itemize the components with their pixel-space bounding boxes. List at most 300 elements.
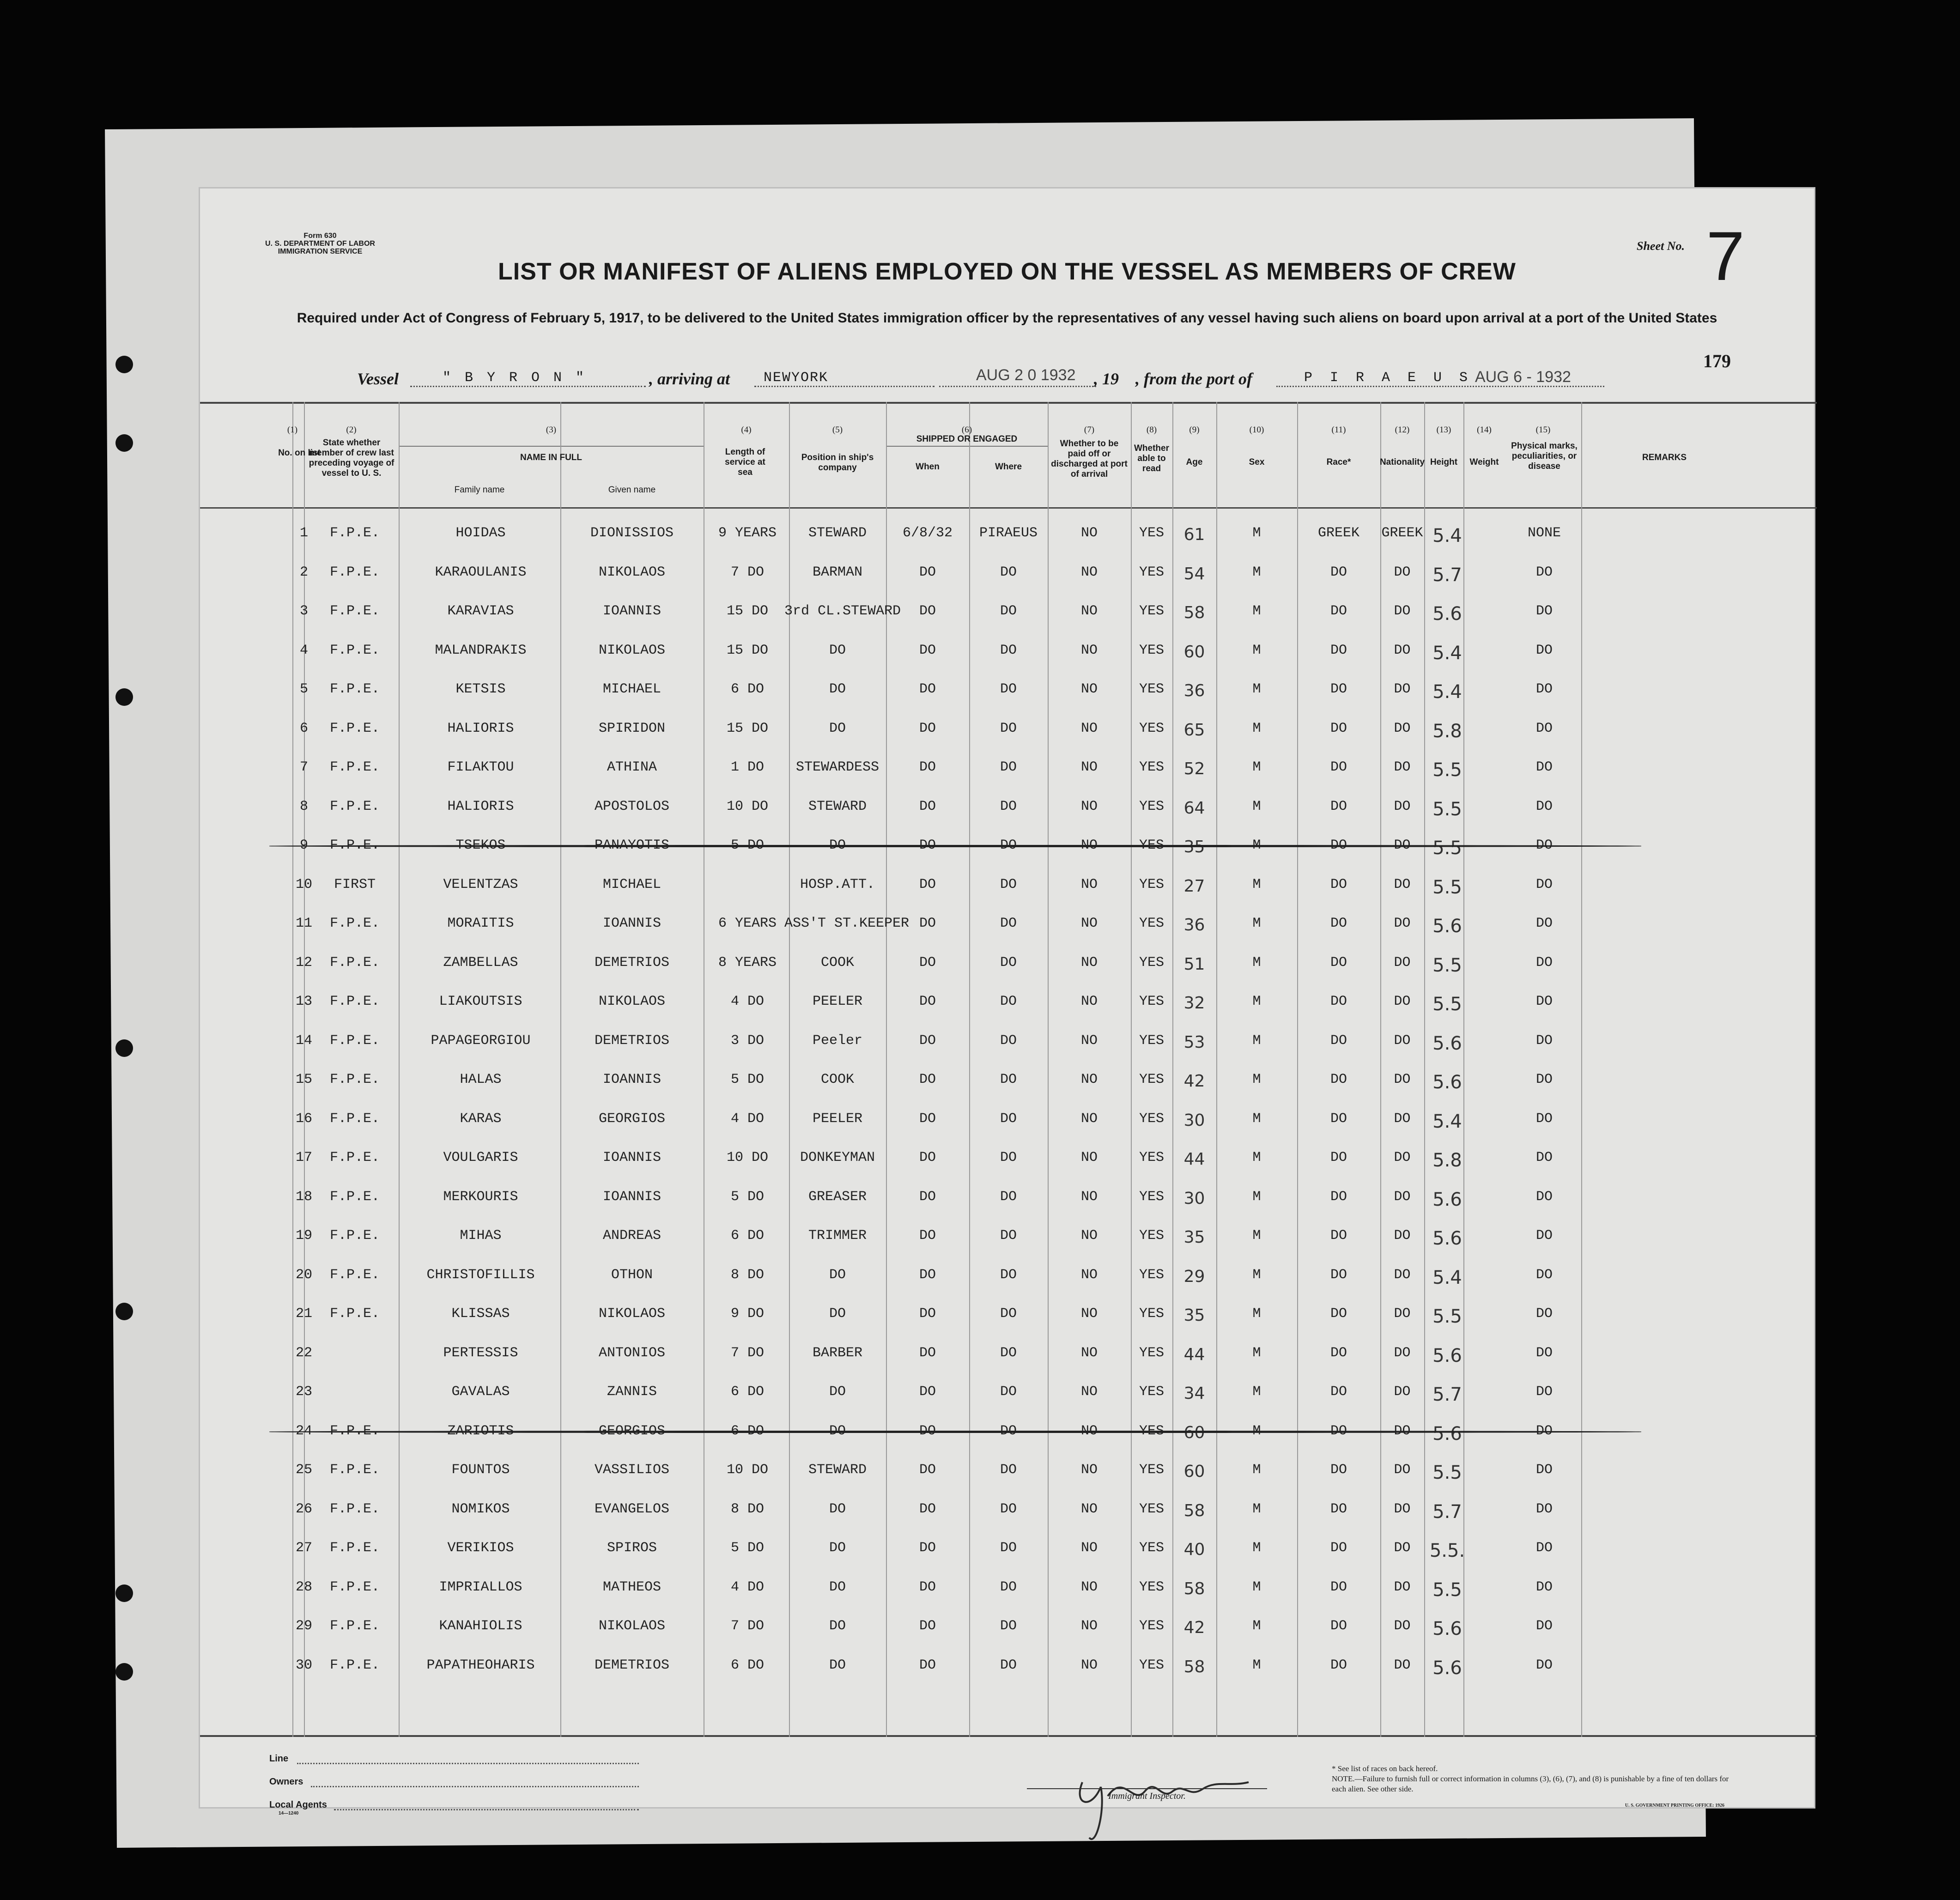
cell-race: DO	[1330, 876, 1347, 892]
binder-hole	[115, 1584, 133, 1602]
cell-service: 6 DO	[730, 1384, 764, 1400]
cell-marks: DO	[1535, 681, 1553, 697]
cell-age: 29	[1183, 1267, 1205, 1286]
cell-sex: M	[1252, 1345, 1261, 1361]
table-bottom-rule	[200, 1735, 1817, 1737]
cell-age: 40	[1183, 1540, 1205, 1559]
cell-when: DO	[919, 798, 936, 814]
cell-family: ZAMBELLAS	[443, 954, 518, 971]
cell-given: PANAYOTIS	[594, 838, 670, 853]
cell-position: BARMAN	[812, 564, 863, 580]
cell-no: 18	[295, 1189, 312, 1205]
cell-no: 8	[299, 798, 308, 814]
cell-service: 15 DO	[726, 720, 768, 736]
cell-read: YES	[1139, 1579, 1164, 1595]
cell-paid: NO	[1080, 1345, 1098, 1361]
binder-hole	[115, 356, 133, 373]
cell-nat: DO	[1394, 1150, 1411, 1165]
cell-position: COOK	[820, 954, 854, 971]
strike-through-line	[269, 1431, 1641, 1433]
cell-service: 8 DO	[730, 1501, 764, 1517]
cell-age: 36	[1183, 916, 1205, 935]
line-dotted-line	[297, 1763, 639, 1764]
cell-nat: DO	[1394, 1189, 1411, 1205]
cell-no: 9	[299, 838, 308, 853]
cell-position: 3rd CL.STEWARD	[784, 603, 901, 619]
cell-family: ZARIOTIS	[447, 1423, 514, 1439]
cell-marks: DO	[1535, 1228, 1553, 1244]
cell-paid: NO	[1080, 1657, 1098, 1673]
cell-no: 7	[299, 759, 308, 775]
cell-race: DO	[1330, 1267, 1347, 1283]
col-head-sex: Sex	[1249, 457, 1265, 467]
table-row	[200, 867, 1817, 905]
cell-given: IOANNIS	[602, 1072, 661, 1087]
table-row	[200, 1218, 1817, 1257]
cell-paid: NO	[1080, 1150, 1098, 1165]
cell-given: DEMETRIOS	[594, 1657, 670, 1673]
cell-read: YES	[1139, 1423, 1164, 1439]
cell-nat: DO	[1394, 838, 1411, 853]
cell-marks: DO	[1535, 603, 1553, 619]
cell-race: DO	[1330, 1072, 1347, 1087]
year-label: , 19	[1094, 370, 1119, 388]
table-row	[200, 1140, 1817, 1178]
inspector-label: Immigrant Inspector.	[1027, 1788, 1267, 1802]
cell-paid: NO	[1080, 994, 1098, 1009]
cell-age: 60	[1183, 1462, 1205, 1481]
cell-sex: M	[1252, 1657, 1261, 1673]
cell-prev: F.P.E.	[329, 1111, 380, 1127]
cell-read: YES	[1139, 564, 1164, 580]
cell-height: 5.6	[1432, 1657, 1462, 1679]
binder-hole	[115, 1039, 133, 1057]
cell-family: MIHAS	[460, 1228, 502, 1244]
cell-paid: NO	[1080, 564, 1098, 580]
cell-given: SPIRIDON	[598, 720, 666, 736]
cell-marks: NONE	[1527, 525, 1561, 541]
cell-paid: NO	[1080, 1501, 1098, 1517]
cell-family: HALIORIS	[447, 798, 514, 814]
cell-prev: F.P.E.	[329, 1032, 380, 1049]
cell-family: HOIDAS	[455, 525, 506, 541]
cell-read: YES	[1139, 1618, 1164, 1634]
cell-height: 5.6	[1432, 1423, 1462, 1445]
cell-no: 12	[295, 954, 312, 971]
cell-family: GAVALAS	[451, 1384, 510, 1400]
col-num: (12)	[1395, 425, 1410, 435]
table-row	[200, 1179, 1817, 1218]
cell-read: YES	[1139, 1267, 1164, 1283]
cell-prev: F.P.E.	[329, 1579, 380, 1595]
printer-imprint: U. S. GOVERNMENT PRINTING OFFICE: 1926	[1625, 1803, 1724, 1808]
arriving-label: , arriving at	[649, 370, 730, 388]
binder-hole	[115, 1663, 133, 1681]
cell-when: DO	[919, 1032, 936, 1049]
cell-sex: M	[1252, 1228, 1261, 1244]
cell-prev: F.P.E.	[329, 994, 380, 1009]
col-num: (7)	[1084, 425, 1095, 435]
cell-sex: M	[1252, 1618, 1261, 1634]
cell-marks: DO	[1535, 876, 1553, 892]
cell-nat: DO	[1394, 1345, 1411, 1361]
cell-where: DO	[1000, 1345, 1017, 1361]
cell-family: CHRISTOFILLIS	[426, 1267, 535, 1283]
cell-height: 5.5.	[1429, 1540, 1465, 1561]
cell-family: FOUNTOS	[451, 1462, 510, 1478]
race-note: * See list of races on back hereof.	[1332, 1764, 1438, 1773]
col-num: (4)	[741, 425, 752, 435]
cell-race: DO	[1330, 603, 1347, 619]
cell-given: MICHAEL	[602, 681, 661, 697]
cell-service: 9 YEARS	[718, 525, 777, 541]
cell-sex: M	[1252, 1540, 1261, 1556]
table-row	[200, 1647, 1817, 1686]
cell-given: ANDREAS	[602, 1228, 661, 1244]
cell-prev: FIRST	[334, 876, 376, 892]
col-num: (14)	[1477, 425, 1492, 435]
cell-given: MATHEOS	[602, 1579, 661, 1595]
cell-paid: NO	[1080, 916, 1098, 931]
cell-race: DO	[1330, 564, 1347, 580]
cell-where: DO	[1000, 1618, 1017, 1634]
cell-when: DO	[919, 1540, 936, 1556]
cell-age: 58	[1183, 1501, 1205, 1520]
cell-no: 10	[295, 876, 312, 892]
cell-given: GEORGIOS	[598, 1423, 666, 1439]
cell-age: 64	[1183, 798, 1205, 818]
cell-race: DO	[1330, 1345, 1347, 1361]
cell-nat: DO	[1394, 720, 1411, 736]
cell-prev: F.P.E.	[329, 1072, 380, 1087]
form-identifier	[265, 232, 376, 255]
cell-nat: GREEK	[1381, 525, 1423, 541]
cell-service: 6 DO	[730, 681, 764, 697]
cell-height: 5.4	[1432, 1267, 1462, 1288]
cell-marks: DO	[1535, 798, 1553, 814]
cell-paid: NO	[1080, 720, 1098, 736]
cell-service: 3 DO	[730, 1032, 764, 1049]
cell-where: DO	[1000, 1579, 1017, 1595]
cell-position: GREASER	[808, 1189, 867, 1205]
cell-when: DO	[919, 1111, 936, 1127]
cell-age: 53	[1183, 1032, 1205, 1052]
cell-where: DO	[1000, 1150, 1017, 1165]
cell-height: 5.7	[1432, 1501, 1462, 1523]
cell-where: DO	[1000, 1423, 1017, 1439]
cell-sex: M	[1252, 1579, 1261, 1595]
cell-race: DO	[1330, 642, 1347, 658]
cell-height: 5.4	[1432, 642, 1462, 664]
cell-where: DO	[1000, 838, 1017, 853]
cell-sex: M	[1252, 1267, 1261, 1283]
cell-age: 65	[1183, 720, 1205, 740]
cell-prev: F.P.E.	[329, 1657, 380, 1673]
cell-nat: DO	[1394, 1306, 1411, 1322]
table-row	[200, 1374, 1817, 1413]
cell-race: DO	[1330, 1189, 1347, 1205]
col-num: (6)	[961, 425, 972, 435]
cell-given: IOANNIS	[602, 1150, 661, 1165]
cell-when: DO	[919, 1618, 936, 1634]
cell-where: DO	[1000, 798, 1017, 814]
service-name: IMMIGRATION SERVICE	[278, 247, 363, 255]
cell-family: FILAKTOU	[447, 759, 514, 775]
cell-height: 5.5	[1432, 1462, 1462, 1483]
cell-family: HALAS	[460, 1072, 502, 1087]
cell-height: 5.8	[1432, 1150, 1462, 1171]
col-head-family-name: Family name	[454, 485, 505, 495]
cell-family: KARAVIAS	[447, 603, 514, 619]
cell-marks: DO	[1535, 954, 1553, 971]
cell-nat: DO	[1394, 954, 1411, 971]
cell-sex: M	[1252, 876, 1261, 892]
cell-prev: F.P.E.	[329, 603, 380, 619]
cell-given: ZANNIS	[607, 1384, 657, 1400]
cell-no: 14	[295, 1032, 312, 1049]
cell-family: KETSIS	[455, 681, 506, 697]
cell-when: DO	[919, 720, 936, 736]
cell-race: DO	[1330, 838, 1347, 853]
cell-sex: M	[1252, 1032, 1261, 1049]
cell-given: SPIROS	[607, 1540, 657, 1556]
cell-nat: DO	[1394, 876, 1411, 892]
cell-race: DO	[1330, 1150, 1347, 1165]
cell-nat: DO	[1394, 603, 1411, 619]
cell-age: 42	[1183, 1072, 1205, 1091]
cell-when: DO	[919, 1462, 936, 1478]
cell-position: COOK	[820, 1072, 854, 1087]
col-head-when: When	[916, 462, 940, 472]
cell-sex: M	[1252, 720, 1261, 736]
cell-height: 5.5	[1432, 798, 1462, 820]
cell-where: DO	[1000, 1657, 1017, 1673]
cell-given: NIKOLAOS	[598, 994, 666, 1009]
cell-race: GREEK	[1317, 525, 1359, 541]
cell-service: 1 DO	[730, 759, 764, 775]
cell-when: DO	[919, 916, 936, 931]
cell-when: DO	[919, 1150, 936, 1165]
cell-race: DO	[1330, 1657, 1347, 1673]
cell-given: DIONISSIOS	[590, 525, 674, 541]
cell-family: MALANDRAKIS	[435, 642, 527, 658]
cell-marks: DO	[1535, 759, 1553, 775]
cell-race: DO	[1330, 1111, 1347, 1127]
cell-paid: NO	[1080, 1306, 1098, 1322]
cell-family: KARAOULANIS	[435, 564, 527, 580]
cell-read: YES	[1139, 681, 1164, 697]
cell-when: DO	[919, 1228, 936, 1244]
cell-prev: F.P.E.	[329, 1462, 380, 1478]
cell-nat: DO	[1394, 1111, 1411, 1127]
table-row	[200, 1257, 1817, 1296]
cell-sex: M	[1252, 1501, 1261, 1517]
col-num: (13)	[1436, 425, 1451, 435]
cell-marks: DO	[1535, 1423, 1553, 1439]
cell-when: DO	[919, 681, 936, 697]
cell-sex: M	[1252, 681, 1261, 697]
cell-position: Peeler	[812, 1032, 863, 1049]
cell-paid: NO	[1080, 1072, 1098, 1087]
cell-read: YES	[1139, 759, 1164, 775]
cell-family: MORAITIS	[447, 916, 514, 931]
cell-nat: DO	[1394, 1618, 1411, 1634]
cell-nat: DO	[1394, 1384, 1411, 1400]
cell-race: DO	[1330, 1618, 1347, 1634]
cell-service: 6 YEARS	[718, 916, 777, 931]
cell-marks: DO	[1535, 1345, 1553, 1361]
cell-age: 44	[1183, 1345, 1205, 1364]
cell-when: DO	[919, 1501, 936, 1517]
cell-race: DO	[1330, 1540, 1347, 1556]
shipped-subrule	[886, 446, 1048, 447]
cell-prev: F.P.E.	[329, 1150, 380, 1165]
cell-marks: DO	[1535, 1150, 1553, 1165]
cell-given: IOANNIS	[602, 1189, 661, 1205]
cell-where: DO	[1000, 1032, 1017, 1049]
cell-race: DO	[1330, 1384, 1347, 1400]
cell-paid: NO	[1080, 1540, 1098, 1556]
cell-family: KLISSAS	[451, 1306, 510, 1322]
col-num: (11)	[1331, 425, 1346, 435]
cell-height: 5.7	[1432, 564, 1462, 586]
cell-no: 25	[295, 1462, 312, 1478]
cell-read: YES	[1139, 1501, 1164, 1517]
cell-marks: DO	[1535, 642, 1553, 658]
cell-marks: DO	[1535, 1267, 1553, 1283]
cell-age: 58	[1183, 603, 1205, 622]
cell-paid: NO	[1080, 1228, 1098, 1244]
cell-nat: DO	[1394, 1501, 1411, 1517]
cell-service: 7 DO	[730, 1618, 764, 1634]
cell-nat: DO	[1394, 642, 1411, 658]
name-subrule	[399, 446, 704, 447]
cell-sex: M	[1252, 838, 1261, 853]
cell-service: 7 DO	[730, 564, 764, 580]
cell-height: 5.5	[1432, 876, 1462, 898]
manifest-footer	[200, 1745, 1817, 1816]
cell-paid: NO	[1080, 1267, 1098, 1283]
cell-prev: F.P.E.	[329, 838, 380, 853]
cell-read: YES	[1139, 1189, 1164, 1205]
cell-given: NIKOLAOS	[598, 642, 666, 658]
cell-where: DO	[1000, 1540, 1017, 1556]
cell-service: 6 DO	[730, 1423, 764, 1439]
cell-nat: DO	[1394, 1267, 1411, 1283]
cell-when: DO	[919, 954, 936, 971]
cell-position: DO	[829, 1306, 846, 1322]
cell-height: 5.6	[1432, 1032, 1462, 1054]
cell-paid: NO	[1080, 1579, 1098, 1595]
cell-where: DO	[1000, 1189, 1017, 1205]
cell-race: DO	[1330, 1228, 1347, 1244]
cell-given: GEORGIOS	[598, 1111, 666, 1127]
arriving-at: NEWYORK	[764, 370, 829, 386]
cell-when: DO	[919, 1345, 936, 1361]
cell-read: YES	[1139, 1345, 1164, 1361]
col-head-previous-voyage: State whether member of crew last preceding voyage of vessel to U. S.	[309, 438, 394, 478]
cell-nat: DO	[1394, 1032, 1411, 1049]
cell-age: 32	[1183, 994, 1205, 1013]
cell-paid: NO	[1080, 642, 1098, 658]
cell-no: 23	[295, 1384, 312, 1400]
cell-sex: M	[1252, 1384, 1261, 1400]
cell-age: 58	[1183, 1579, 1205, 1598]
cell-nat: DO	[1394, 759, 1411, 775]
col-head-shipped: SHIPPED OR ENGAGED	[916, 434, 1018, 444]
cell-prev: F.P.E.	[329, 720, 380, 736]
col-head-service: Length of service at sea	[725, 447, 765, 477]
col-head-remarks: REMARKS	[1642, 453, 1687, 462]
col-num: (2)	[346, 425, 357, 435]
cell-no: 11	[295, 916, 312, 931]
col-head-weight: Weight	[1469, 457, 1499, 467]
owners-label: Owners	[269, 1777, 303, 1787]
cell-race: DO	[1330, 916, 1347, 931]
cell-given: IOANNIS	[602, 603, 661, 619]
cell-no: 28	[295, 1579, 312, 1595]
cell-nat: DO	[1394, 916, 1411, 931]
cell-read: YES	[1139, 1032, 1164, 1049]
cell-paid: NO	[1080, 603, 1098, 619]
cell-height: 5.5	[1432, 759, 1462, 781]
cell-prev: F.P.E.	[329, 564, 380, 580]
vessel-name: " B Y R O N "	[443, 370, 587, 386]
table-row	[200, 554, 1817, 593]
cell-marks: DO	[1535, 1032, 1553, 1049]
cell-no: 2	[299, 564, 308, 580]
cell-height: 5.5	[1432, 1306, 1462, 1327]
cell-where: DO	[1000, 564, 1017, 580]
cell-paid: NO	[1080, 1032, 1098, 1049]
cell-race: DO	[1330, 681, 1347, 697]
cell-marks: DO	[1535, 1540, 1553, 1556]
cell-where: DO	[1000, 681, 1017, 697]
cell-position: DO	[829, 1618, 846, 1634]
arriving-dotted-line	[754, 386, 934, 387]
cell-no: 5	[299, 681, 308, 697]
cell-service: 9 DO	[730, 1306, 764, 1322]
cell-position: DO	[829, 1267, 846, 1283]
cell-service: 5 DO	[730, 1072, 764, 1087]
cell-height: 5.6	[1432, 1189, 1462, 1210]
cell-nat: DO	[1394, 994, 1411, 1009]
cell-race: DO	[1330, 954, 1347, 971]
cell-read: YES	[1139, 1111, 1164, 1127]
table-row	[200, 1530, 1817, 1569]
cell-service: 4 DO	[730, 1579, 764, 1595]
cell-no: 22	[295, 1345, 312, 1361]
cell-service: 15 DO	[726, 603, 768, 619]
arrival-date-stamp: AUG 2 0 1932	[976, 366, 1076, 384]
cell-service: 5 DO	[730, 838, 764, 853]
cell-paid: NO	[1080, 1189, 1098, 1205]
cell-age: 35	[1183, 1306, 1205, 1325]
cell-position: DO	[829, 1384, 846, 1400]
agents-dotted-line	[334, 1809, 639, 1810]
col-head-position: Position in ship's company	[801, 453, 874, 473]
cell-given: VASSILIOS	[594, 1462, 670, 1478]
cell-no: 4	[299, 642, 308, 658]
cell-height: 5.7	[1432, 1384, 1462, 1405]
cell-race: DO	[1330, 798, 1347, 814]
cell-where: DO	[1000, 759, 1017, 775]
cell-height: 5.5	[1432, 994, 1462, 1015]
cell-read: YES	[1139, 603, 1164, 619]
cell-no: 24	[295, 1423, 312, 1439]
cell-marks: DO	[1535, 1306, 1553, 1322]
cell-when: DO	[919, 1189, 936, 1205]
